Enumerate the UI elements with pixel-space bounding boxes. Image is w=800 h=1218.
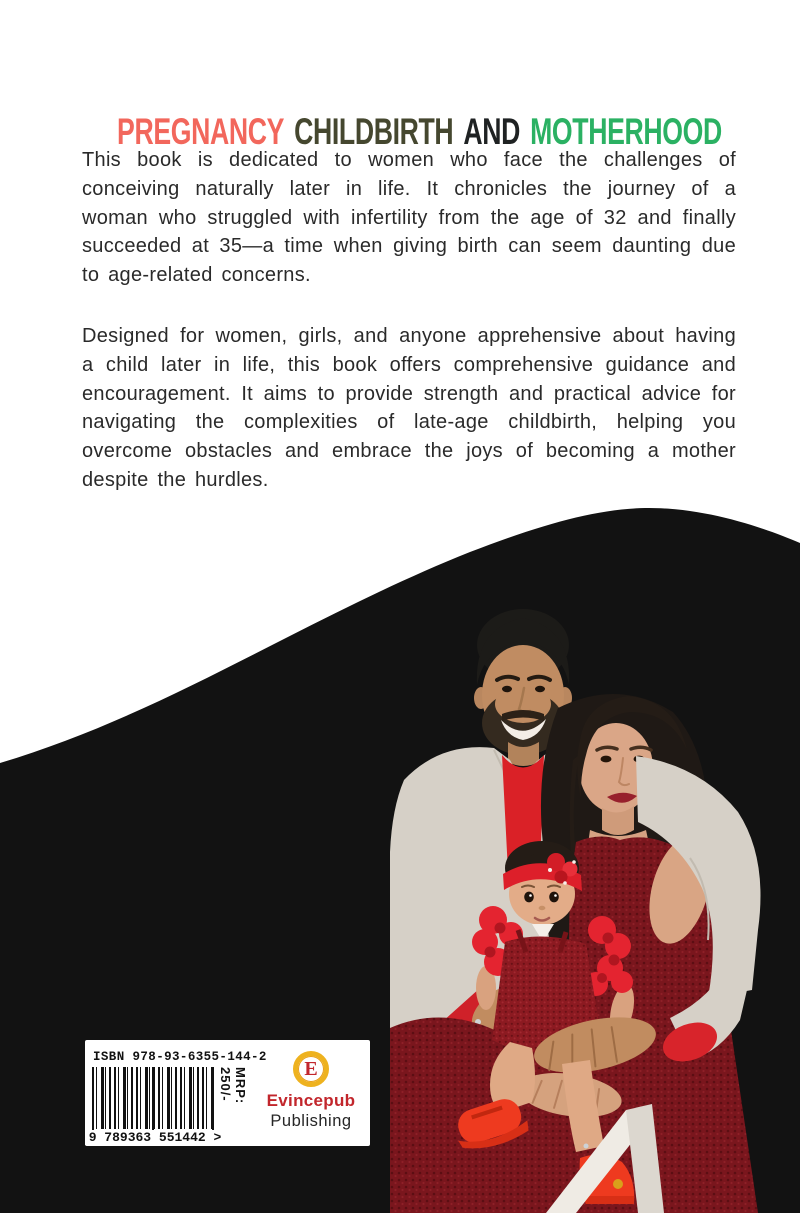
family-photo [390,590,800,1213]
evincepub-logo-icon [293,1051,329,1087]
barcode-guard-left [92,1067,94,1136]
publisher-block [263,1051,359,1131]
logo-letter: E [304,1058,318,1080]
synopsis-paragraph-2: Designed for women, girls, and anyone apprehensive about having a child later in life, this book offers comprehensive guidance and encouragement. It aims to provide strength and practical advice for navigating the complexities of late-age childbirth, helping you overcome obstacles and embrace the joys of becoming a mother despite the hurdles. [82,325,736,491]
title-word-motherhood: MOTHERHOOD [530,110,722,152]
mrp-price: MRP: 250/- [218,1067,248,1105]
title-word-pregnancy: PREGNANCY [117,110,285,152]
synopsis-paragraph-1: This book is dedicated to women who face the challenges of conceiving naturally later in life. It chronicles the journey of a woman who struggled with infertility from the age of 32 and finally succeeded at 35—a time when giving birth can seem daunting due to age-related concerns. [82,149,736,287]
barcode-digits: 9 789363 551442 > [85,1130,225,1145]
title-word-and: AND [463,110,521,152]
barcode-guard-right [212,1067,214,1136]
isbn-number: ISBN 978-93-6355-144-2 [93,1050,267,1064]
barcode-guard-center [152,1067,154,1136]
publisher-name: Evincepub [266,1091,356,1110]
publisher-type: Publishing [270,1112,352,1130]
title-word-childbirth: CHILDBIRTH [294,110,454,152]
barcode-panel [85,1040,370,1146]
